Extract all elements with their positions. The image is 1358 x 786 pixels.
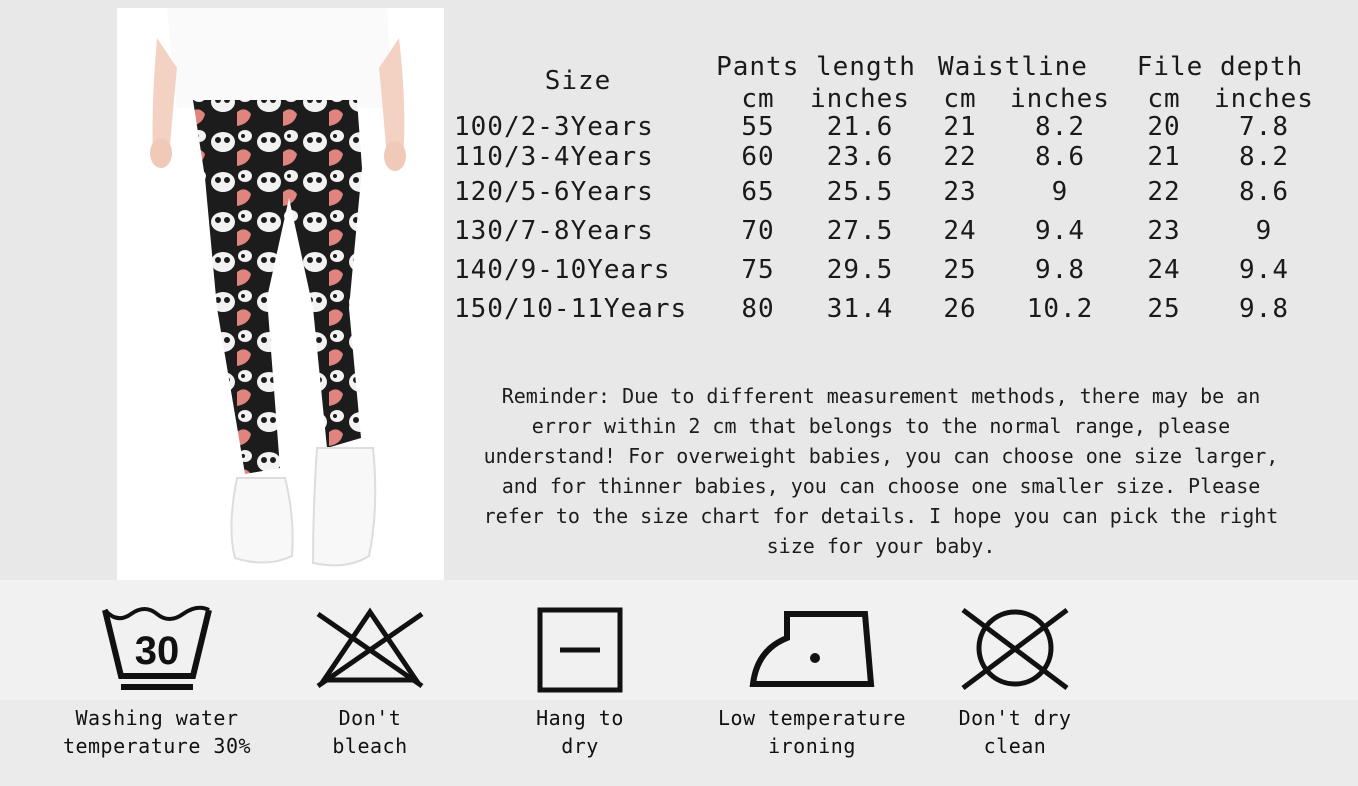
measurement-cell: 23 — [1147, 216, 1181, 246]
size-label: 130/7-8Years — [454, 216, 654, 246]
care-label-line: clean — [983, 734, 1047, 758]
unit-header: inches — [1010, 84, 1110, 114]
measurement-cell: 24 — [1147, 255, 1181, 285]
measurement-cell: 65 — [741, 177, 775, 207]
measurement-cell: 70 — [741, 216, 775, 246]
reminder-line: understand! For overweight babies, you can choose one size larger, — [483, 444, 1279, 468]
measurement-cell: 9.4 — [1035, 216, 1085, 246]
measurement-cell: 8.2 — [1035, 112, 1085, 142]
reminder-line: Reminder: Due to different measurement methods, there may be an — [501, 384, 1261, 408]
leggings-illustration — [117, 8, 444, 580]
measurement-cell: 25 — [943, 255, 977, 285]
measurement-cell: 25.5 — [826, 177, 894, 207]
low-iron-icon — [747, 600, 877, 696]
measurement-cell: 80 — [741, 294, 775, 324]
size-label: 120/5-6Years — [454, 177, 654, 207]
care-label-line: Hang to — [536, 706, 624, 730]
unit-header: inches — [810, 84, 910, 114]
reminder-line: error within 2 cm that belongs to the normal range, please — [531, 414, 1231, 438]
size-label: 150/10-11Years — [454, 294, 688, 324]
care-label-line: Don't dry — [958, 706, 1072, 730]
unit-header: inches — [1214, 84, 1314, 114]
measurement-cell: 23.6 — [826, 142, 894, 172]
measurement-cell: 31.4 — [826, 294, 894, 324]
measurement-cell: 25 — [1147, 294, 1181, 324]
measurement-cell: 7.8 — [1239, 112, 1289, 142]
size-header: Size — [544, 66, 612, 96]
measurement-cell: 9.8 — [1239, 294, 1289, 324]
care-label-line: Don't — [338, 706, 402, 730]
measurement-cell: 21.6 — [826, 112, 894, 142]
measurement-cell: 27.5 — [826, 216, 894, 246]
group-header-file-depth: File depth — [1136, 52, 1304, 82]
care-iron — [712, 600, 912, 760]
measurement-cell: 22 — [1147, 177, 1181, 207]
measurement-cell: 24 — [943, 216, 977, 246]
care-label-line: temperature 30% — [62, 734, 252, 758]
group-header-pants-length: Pants length — [716, 52, 916, 82]
care-label-line: Low temperature — [717, 706, 907, 730]
washing-tub-icon — [97, 600, 217, 696]
care-dryclean — [940, 600, 1090, 760]
size-chart — [450, 52, 1330, 332]
measurement-cell: 22 — [943, 142, 977, 172]
measurement-cell: 9.4 — [1239, 255, 1289, 285]
measurement-cell: 21 — [943, 112, 977, 142]
reminder-text — [458, 381, 1304, 561]
unit-header: cm — [741, 84, 775, 114]
product-photo — [117, 8, 444, 580]
measurement-cell: 26 — [943, 294, 977, 324]
care-wash — [52, 600, 262, 760]
care-dry — [510, 600, 650, 760]
measurement-cell: 8.6 — [1239, 177, 1289, 207]
measurement-cell: 55 — [741, 112, 775, 142]
care-label-line: ironing — [768, 734, 856, 758]
unit-header: cm — [943, 84, 977, 114]
measurement-cell: 9 — [1255, 216, 1273, 246]
measurement-cell: 20 — [1147, 112, 1181, 142]
care-label-line: bleach — [332, 734, 408, 758]
size-label: 140/9-10Years — [454, 255, 671, 285]
measurement-cell: 9 — [1051, 177, 1069, 207]
wash-temperature-number: 30 — [134, 629, 180, 673]
reminder-line: size for your baby. — [766, 534, 996, 558]
measurement-cell: 60 — [741, 142, 775, 172]
care-bleach — [300, 600, 440, 760]
hang-dry-icon — [520, 600, 640, 696]
no-dry-clean-icon — [953, 600, 1077, 696]
measurement-cell: 29.5 — [826, 255, 894, 285]
measurement-cell: 8.6 — [1035, 142, 1085, 172]
measurement-cell: 8.2 — [1239, 142, 1289, 172]
group-header-waistline: Waistline — [938, 52, 1088, 82]
unit-header: cm — [1147, 84, 1181, 114]
measurement-cell: 10.2 — [1026, 294, 1094, 324]
care-label-line: dry — [561, 734, 599, 758]
measurement-cell: 75 — [741, 255, 775, 285]
measurement-cell: 9.8 — [1035, 255, 1085, 285]
no-bleach-icon — [310, 600, 430, 696]
size-label: 110/3-4Years — [454, 142, 654, 172]
reminder-line: refer to the size chart for details. I hope you can pick the right — [483, 504, 1279, 528]
measurement-cell: 23 — [943, 177, 977, 207]
size-label: 100/2-3Years — [454, 112, 654, 142]
reminder-line: and for thinner babies, you can choose one smaller size. Please — [501, 474, 1261, 498]
measurement-cell: 21 — [1147, 142, 1181, 172]
care-label-line: Washing water — [75, 706, 239, 730]
